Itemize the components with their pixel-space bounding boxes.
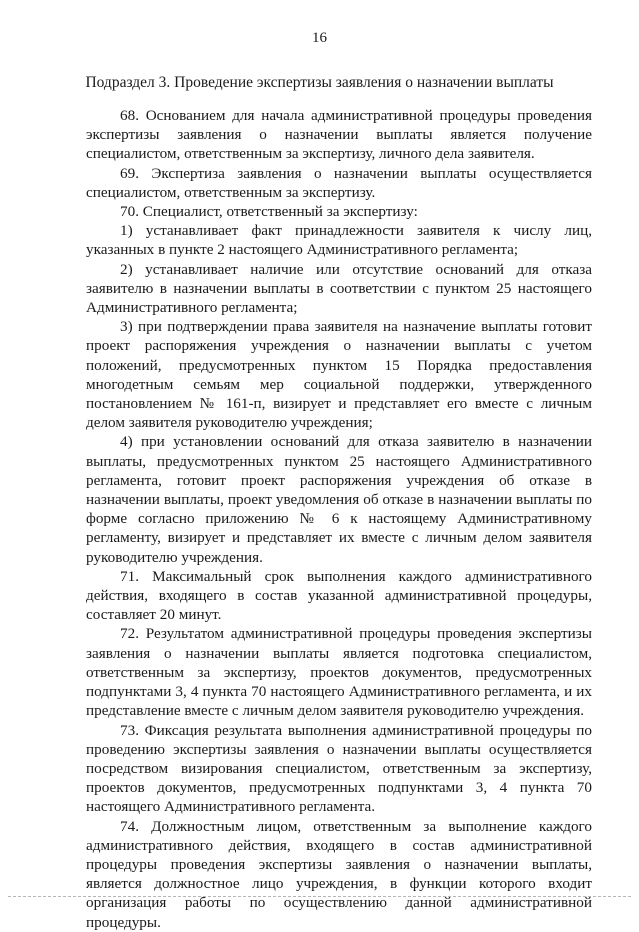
paragraph-70-item-4: 4) при установлении оснований для отказа заявителю в назначении выплаты, предусмотренных пунктом 25 настоящего Административного регламента, готовит проект распоряжения учреждения об отказе в назначении выплаты, проект уведомления об отказе в назначении выплаты по форме согласно приложению № 6 к настоящему Административному регламенту, визирует и представляет их вместе с личным делом заявителя руководителю учреждения. (86, 433, 592, 566)
paragraph-69: 69. Экспертиза заявления о назначении выплаты осуществляется специалистом, ответственным за экспертизу. (86, 164, 592, 201)
document-body (86, 106, 592, 932)
paragraph-73: 73. Фиксация результата выполнения административной процедуры по проведению экспертизы заявления о назначении выплаты осуществляется посредством визирования специалистом, ответственным за экспертизу, проектов документов, предусмотренных подпунктами 3, 4 пункта 70 настоящего Административного регламента. (86, 721, 592, 816)
paragraph-70-item-2: 2) устанавливает наличие или отсутствие оснований для отказа заявителю в назначении выплаты в соответствии с пунктом 25 настоящего Административного регламента; (86, 260, 592, 317)
scan-edge-line (8, 896, 631, 897)
page-number: 16 (312, 30, 327, 46)
paragraph-70-item-3: 3) при подтверждении права заявителя на назначение выплаты готовит проект распоряжения учреждения о назначении выплаты с учетом положений, предусмотренных пунктом 15 Порядка предоставления многодетным семьям мер социальной поддержки, утвержденного постановлением № 161-п, визирует и представляет его вместе с личным делом заявителя руководителю учреждения; (86, 318, 592, 432)
paragraph-70: 70. Специалист, ответственный за экспертизу: (120, 203, 418, 221)
paragraph-74: 74. Должностным лицом, ответственным за выполнение каждого административного действия, входящего в состав административной процедуры проведения экспертизы заявления о назначении выплаты, является должностное лицо учреждения, в функции которого входит организация работы по осуществлению данной административной процедуры. (86, 817, 592, 931)
section-title: Подраздел 3. Проведение экспертизы заявления о назначении выплаты (85, 74, 554, 91)
paragraph-71: 71. Максимальный срок выполнения каждого административного действия, входящего в состав указанной административной процедуры, составляет 20 минут. (86, 567, 592, 624)
paragraph-70-item-1: 1) устанавливает факт принадлежности заявителя к числу лиц, указанных в пункте 2 настоящего Административного регламента; (86, 222, 592, 259)
paragraph-72: 72. Результатом административной процедуры проведения экспертизы заявления о назначении выплаты является подготовка специалистом, ответственным за экспертизу, проектов документов, предусмотренных подпунктами 3, 4 пункта 70 настоящего Административного регламента, и их представление вместе с личным делом заявителя руководителю учреждения. (86, 625, 592, 720)
paragraph-68: 68. Основанием для начала административной процедуры проведения экспертизы заявления о назначении выплаты является получение специалистом, ответственным за экспертизу, личного дела заявителя. (86, 107, 592, 163)
